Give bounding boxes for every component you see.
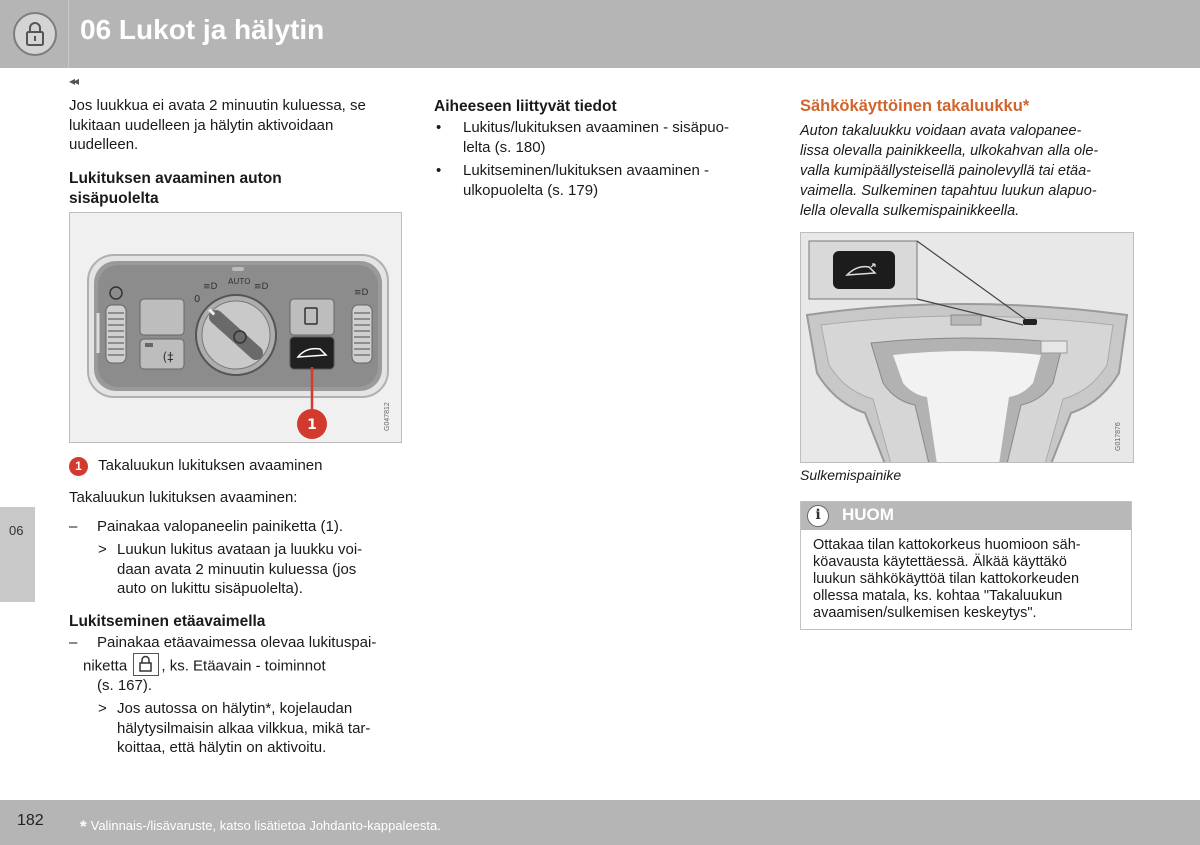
footnote: * Valinnais-/lisävaruste, katso lisätietoa Johdanto-kappaleesta. <box>80 817 441 836</box>
power-tailgate-heading: Sähkökäyttöinen takaluukku* <box>800 97 1030 115</box>
figure-legend: 1 Takaluukun lukituksen avaaminen <box>69 456 322 476</box>
lock-button-icon <box>133 653 159 676</box>
header-divider <box>68 0 69 68</box>
tailgate-illustration <box>801 233 1134 463</box>
light-panel-figure <box>69 212 402 443</box>
light-panel-illustration <box>70 213 402 443</box>
note-text: Ottakaa tilan kattokorkeus huomioon säh- köavausta käytettäessä. Älkää käyttäkö luukun sähkökäyttöä tilan kattokorkeuden ollessa matala, ks. kohtaa "Takaluukun avaamisen/sulkemisen keskeytys". <box>813 537 1081 621</box>
related-link-1[interactable]: Lukitus/lukituksen avaaminen - sisäpuo- lelta (s. 180) <box>463 119 729 156</box>
callout-1: 1 <box>307 417 317 433</box>
lock-icon <box>13 12 57 56</box>
result-text: Jos autossa on hälytin*, kojelaudan hälytysilmaisin alkaa vilkkua, mikä tar- koittaa, että hälytin on aktivoitu. <box>117 700 371 756</box>
note-header <box>801 502 1131 530</box>
svg-text:AUTO: AUTO <box>228 277 251 286</box>
related-link-2[interactable]: Lukitseminen/lukituksen avaaminen - ulkopuolelta (s. 179) <box>463 162 709 199</box>
note-box <box>800 501 1132 630</box>
svg-text:≡D: ≡D <box>203 282 218 292</box>
chapter-tab-label: 06 <box>9 523 24 538</box>
bullet: • <box>436 119 442 136</box>
result-text: Luukun lukitus avataan ja luukku voi- daan avata 2 minuutin kuluessa (jos auto on lukittu sisäpuolelta). <box>117 541 363 597</box>
svg-text:≡D: ≡D <box>254 282 269 292</box>
figure-caption: Sulkemispainike <box>800 467 902 483</box>
step-text: Painakaa valopaneelin painiketta (1). <box>97 518 343 535</box>
figure-code: G017876 <box>1115 422 1122 451</box>
legend-badge: 1 <box>69 457 88 476</box>
page-number: 182 <box>17 812 44 829</box>
result-marker: > <box>98 541 107 558</box>
svg-text:≡D: ≡D <box>354 288 369 298</box>
bullet: • <box>436 162 442 179</box>
previous-page-arrows[interactable]: ◂◂ <box>69 74 78 88</box>
related-info-heading: Aiheeseen liittyvät tiedot <box>434 98 617 115</box>
step-dash: – <box>69 634 78 651</box>
step-text-line2: niketta , ks. Etäavain - toiminnot <box>83 655 326 678</box>
intro-paragraph: Jos luukkua ei avata 2 minuutin kuluessa, se lukitaan uudelleen ja hälytin aktivoidaan uudelleen. <box>69 97 366 153</box>
section-heading-remote: Lukitseminen etäavaimella <box>69 613 266 630</box>
step-text-line1: Painakaa etäavaimessa olevaa lukituspai- <box>97 634 377 651</box>
figure-code: G047812 <box>384 402 391 431</box>
steps-subtitle: Takaluukun lukituksen avaaminen: <box>69 489 298 506</box>
tailgate-figure <box>800 232 1134 463</box>
chapter-tab[interactable] <box>0 507 35 602</box>
step-dash: – <box>69 518 78 535</box>
svg-text:(‡: (‡ <box>162 350 174 364</box>
step-text-line3: (s. 167). <box>97 677 153 694</box>
chapter-title: 06 Lukot ja hälytin <box>80 14 325 45</box>
chapter-header <box>0 0 1200 68</box>
section-heading-unlock-inside: Lukituksen avaaminen auton sisäpuolelta <box>69 170 282 207</box>
result-marker: > <box>98 700 107 717</box>
note-title: HUOM <box>842 505 894 524</box>
svg-text:0: 0 <box>194 294 201 305</box>
power-tailgate-intro: Auton takaluukku voidaan avata valopanee- lissa olevalla painikkeella, ulkokahvan alla ole- valla kumipäällysteisellä painolevyllä tai etäa- vaimella. Sulkeminen tapahtuu luukun alapuo- lella olevalla sulkemispainikkeella. <box>800 123 1099 219</box>
info-icon: i <box>807 505 829 527</box>
